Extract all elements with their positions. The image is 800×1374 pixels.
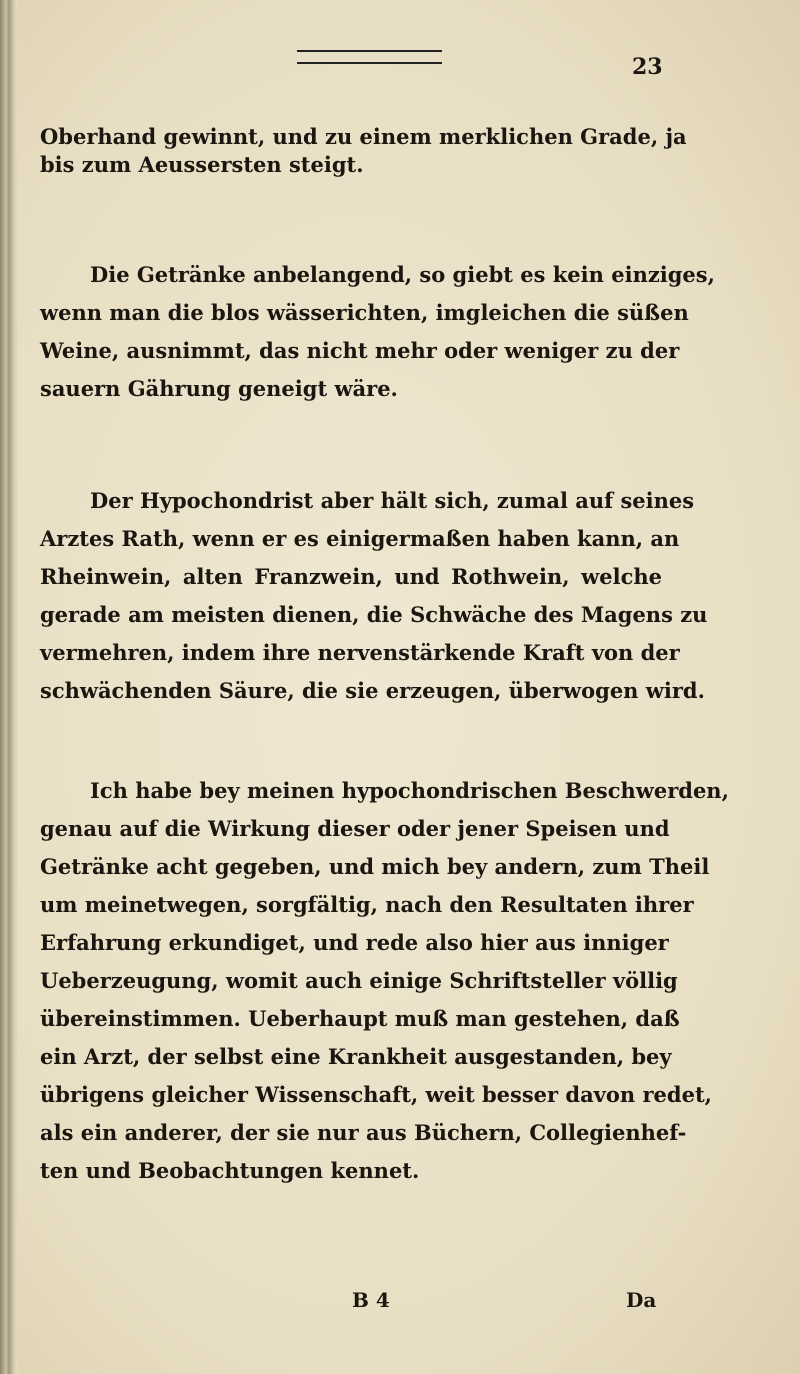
text-line: übrigens gleicher Wissenschaft, weit besser davon redet,	[40, 1082, 712, 1107]
text-line: genau auf die Wirkung dieser oder jener Speisen und	[40, 816, 670, 841]
text-line: Ich habe bey meinen hypochondrischen Beschwerden,	[90, 778, 729, 803]
header-rule-bottom	[297, 62, 442, 64]
signature-mark: B 4	[352, 1288, 390, 1312]
book-binding-edge	[0, 0, 18, 1374]
text-line: Erfahrung erkundiget, und rede also hier aus inniger	[40, 930, 669, 955]
text-line: Oberhand gewinnt, und zu einem merklichen Grade, ja	[40, 124, 687, 149]
text-line: um meinetwegen, sorgfältig, nach den Resultaten ihrer	[40, 892, 694, 917]
text-line: Getränke acht gegeben, und mich bey andern, zum Theil	[40, 854, 710, 879]
text-line: bis zum Aeussersten steigt.	[40, 152, 364, 177]
text-line: vermehren, indem ihre nervenstärkende Kraft von der	[40, 640, 680, 665]
text-line: ten und Beobachtungen kennet.	[40, 1158, 420, 1183]
text-line: gerade am meisten dienen, die Schwäche des Magens zu	[40, 602, 708, 627]
text-line: ein Arzt, der selbst eine Krankheit ausgestanden, bey	[40, 1044, 672, 1069]
text-line: schwächenden Säure, die sie erzeugen, überwogen wird.	[40, 678, 705, 703]
catchword: Da	[626, 1288, 657, 1312]
paragraph-2	[40, 256, 715, 408]
text-line: wenn man die blos wässerichten, imgleichen die süßen	[40, 300, 689, 325]
paragraph-4	[40, 772, 729, 1190]
paragraph-3	[40, 482, 708, 710]
text-line: Die Getränke anbelangend, so giebt es kein einziges,	[90, 262, 715, 287]
text-line: übereinstimmen. Ueberhaupt muß man gestehen, daß	[40, 1006, 680, 1031]
text-line: sauern Gährung geneigt wäre.	[40, 376, 398, 401]
text-line: Rheinwein, alten Franzwein, und Rothwein, welche	[40, 564, 662, 589]
text-line: Ueberzeugung, womit auch einige Schriftsteller völlig	[40, 968, 678, 993]
page-number: 23	[632, 54, 663, 80]
text-line: Arztes Rath, wenn er es einigermaßen haben kann, an	[40, 526, 680, 551]
header-rule-top	[297, 50, 442, 52]
paragraph-1	[40, 118, 687, 184]
text-line: Der Hypochondrist aber hält sich, zumal auf seines	[90, 488, 695, 513]
text-line: Weine, ausnimmt, das nicht mehr oder weniger zu der	[40, 338, 680, 363]
text-line: als ein anderer, der sie nur aus Büchern, Collegienhef-	[40, 1120, 687, 1145]
